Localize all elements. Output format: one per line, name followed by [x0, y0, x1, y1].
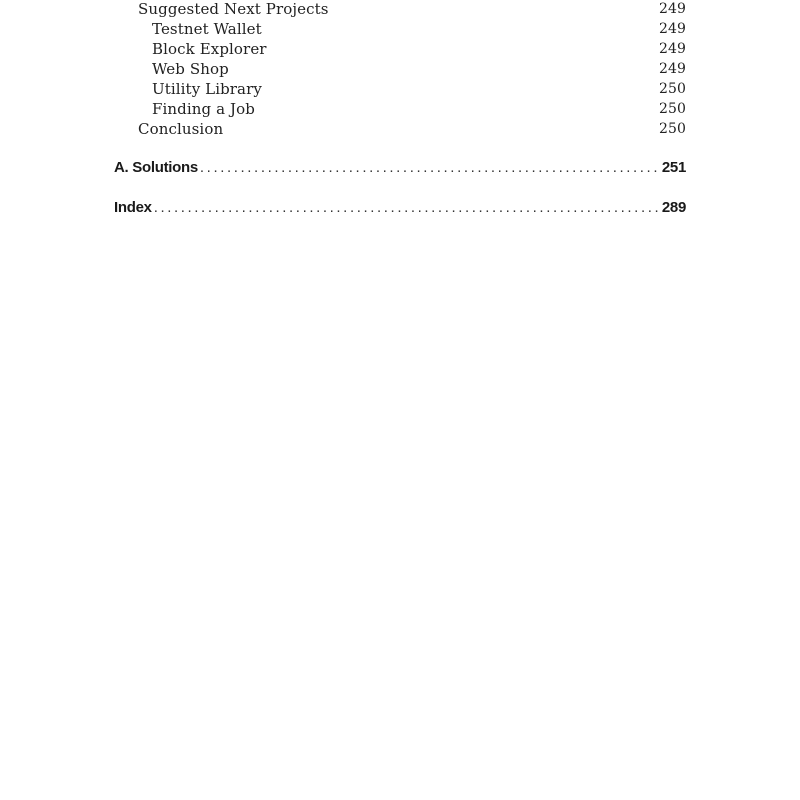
- toc-entry-finding-a-job: [0, 99, 800, 119]
- toc-entry-page: 249: [658, 21, 686, 37]
- toc-entry-utility-library: [0, 79, 800, 99]
- toc-entry-label: Block Explorer: [152, 40, 267, 58]
- toc-entry-page: 249: [658, 61, 686, 77]
- dot-leader: [200, 158, 658, 178]
- toc-chapter-solutions: [114, 158, 686, 178]
- toc-entry-label: Testnet Wallet: [152, 20, 262, 38]
- toc-entry-testnet-wallet: [0, 19, 800, 39]
- toc-entry-page: 249: [658, 1, 686, 17]
- toc-entry-conclusion: [0, 119, 800, 139]
- dot-leader: [154, 198, 658, 218]
- toc-chapter-page: 251: [661, 159, 686, 176]
- toc-entry-web-shop: [0, 59, 800, 79]
- toc-entry-page: 250: [658, 101, 686, 117]
- toc-chapter-page: 289: [661, 199, 686, 216]
- toc-entry-label: Utility Library: [152, 80, 262, 98]
- toc-entry-page: 249: [658, 41, 686, 57]
- toc-entry-label: Finding a Job: [152, 100, 255, 118]
- toc-entry-label: Suggested Next Projects: [138, 0, 329, 18]
- toc-entry-page: 250: [658, 81, 686, 97]
- toc-chapter-index: [114, 198, 686, 218]
- toc-chapter-label: A. Solutions: [114, 159, 198, 176]
- toc-entry-label: Web Shop: [152, 60, 229, 78]
- toc-entry-page: 250: [658, 121, 686, 137]
- toc-entry-block-explorer: [0, 39, 800, 59]
- toc-chapter-label: Index: [114, 199, 152, 216]
- toc-entry-label: Conclusion: [138, 120, 224, 138]
- toc-entry-suggested-next-projects: [0, 0, 800, 19]
